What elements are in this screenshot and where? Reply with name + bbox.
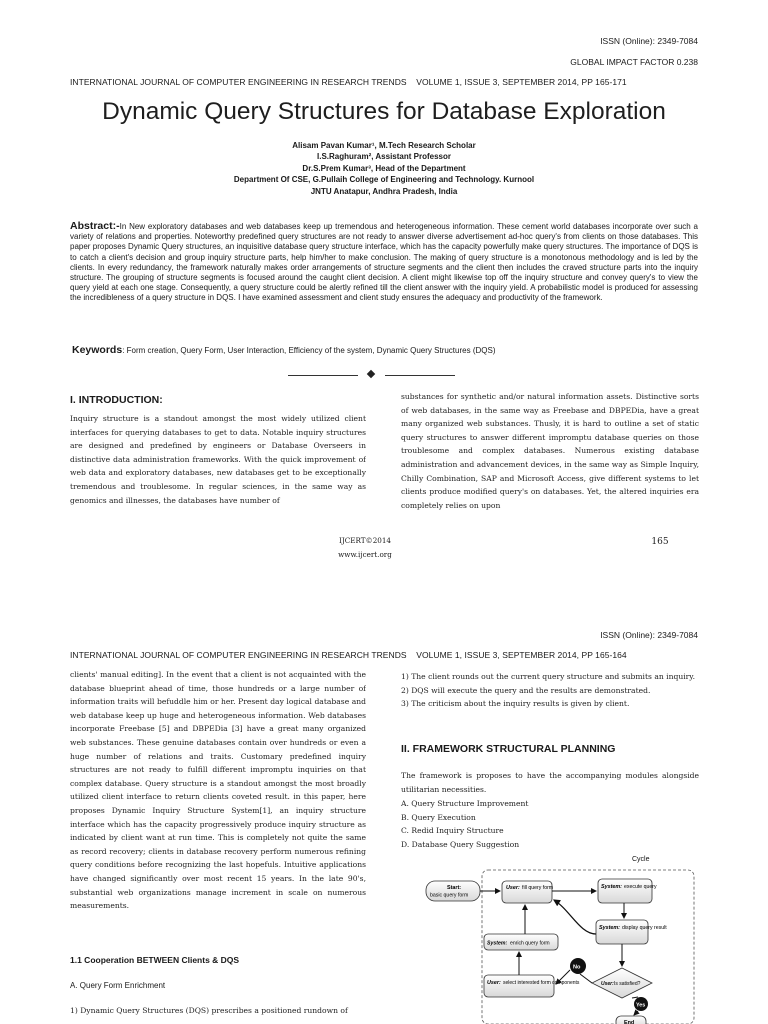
step-1: 1) The client rounds out the current query structure and submits an inquiry. [401, 672, 695, 681]
decision-title: User: [601, 981, 614, 987]
impact-factor-label: GLOBAL IMPACT FACTOR 0.238 [570, 57, 698, 67]
abstract-block [70, 221, 698, 304]
module-a: A. Query Structure Improvement [401, 799, 529, 808]
author-line-1: Alisam Pavan Kumar¹, M.Tech Research Scholar [292, 141, 476, 150]
start-node-title: Start: [447, 885, 462, 891]
intro-left-column [70, 412, 366, 522]
step-3: 3) The criticism about the inquiry results is given by client. [401, 699, 630, 709]
issn-label: ISSN (Online): 2349-7084 [600, 36, 698, 46]
framework-heading: II. FRAMEWORK STRUCTURAL PLANNING [401, 743, 616, 755]
journal-header-page2: INTERNATIONAL JOURNAL OF COMPUTER ENGINEERING IN RESEARCH TRENDS VOLUME 1, ISSUE 3, SEPTEMBER 2014, PP 165-164 [70, 650, 627, 660]
system-execute-text: execute query [624, 884, 657, 890]
end-node-label: End [624, 1020, 635, 1024]
user-select-title: User: [487, 980, 501, 986]
section-divider [288, 369, 456, 381]
author-line-2: I.S.Raghuram², Assistant Professor [317, 152, 451, 162]
paper-title: Dynamic Query Structures for Database Exploration [102, 98, 666, 125]
yes-branch-label: Yes [636, 1002, 646, 1009]
abstract-label: Abstract:- [70, 220, 120, 232]
framework-intro: The framework is proposes to have the accompanying modules alongside utilitarian necessities. [401, 771, 699, 794]
user-fill-text: fill query form [522, 885, 554, 891]
page2-left-column [70, 668, 366, 944]
page2-left-last-line: 1) Dynamic Query Structures (DQS) prescribes a positioned rundown of [70, 1006, 348, 1015]
module-d: D. Database Query Suggestion [401, 839, 520, 849]
system-execute-node [598, 879, 652, 903]
intro-left-text: Inquiry structure is a standout amongst the most widely utilized client interfaces for querying databases to get to data. Notable inquiry structures are designed and predefined by engineers or Database Overseers in distinctive data administration frameworks. With the quick improvement of web data and exploratory databases, new databases get to be exceptionally tremendous and troublesome. In regular sciences, in the same way as genomics and illnesses, the databases have number of [70, 414, 366, 505]
abstract-text: In New exploratory databases and web databases keep up tremendous and heterogeneous information. These cement world databases incorporate over such a variety of relations and properties. Noteworthy predefined query structures are not ready to answer diverse advertisement ad-hoc query's from clients on those databases. This paper proposes Dynamic Query structures, an inquisitive database query structure interface, which has the capacity powerfully make query structures. The importance of DQS is to catch a client's decision and group inquiry structure parts, help him/her to make conclusion. The making of query structure is a monotonous methodology and is led by the clients. In every redundancy, the framework naturally makes order arrangements of structure segments and the client then includes the craved structure parts into the inquiry structure. The grouping of structure segments is focused around the caught client decision. A client might likewise top off the inquiry structure and convey query's to view the query yield at each one stage. Consequently, a query structure could be alertly refined till the client answer with the inquiry yield. A probabilistic model is produced for assessing the incredibleness of a query structure in DQS. I have examined assessment and client study ensures the adequacy and productivity of the framework. [70, 222, 698, 303]
page-number: 165 [651, 537, 669, 547]
arrow-display-to-fill [554, 900, 596, 934]
step-2: 2) DQS will execute the query and the results are demonstrated. [401, 685, 651, 695]
system-display-node [596, 920, 648, 944]
affiliation-line: Department Of CSE, G.Pullaih College of Engineering and Technology. Kurnool [233, 175, 535, 185]
system-enrich-title: System: [487, 940, 508, 947]
start-node-text: basic query form [430, 892, 469, 899]
decision-text: Is satisfied? [614, 981, 641, 987]
interaction-steps-list [401, 670, 699, 711]
journal-header: INTERNATIONAL JOURNAL OF COMPUTER ENGINEERING IN RESEARCH TRENDS VOLUME 1, ISSUE 3, SEPTEMBER 2014, PP 165-171 [70, 77, 627, 87]
system-display-title: System: [599, 925, 620, 931]
subsubsection-heading: A. Query Form Enrichment [70, 981, 166, 990]
keywords-block [72, 344, 495, 356]
system-execute-title: System: [601, 884, 622, 890]
intro-right-column [401, 390, 699, 522]
author-block [0, 140, 768, 197]
issn-label-page2: ISSN (Online): 2349-7084 [600, 630, 698, 640]
module-c: C. Redid Inquiry Structure [401, 826, 504, 836]
footer-copyright: IJCERT©2014 [338, 536, 392, 545]
introduction-heading: I. INTRODUCTION: [70, 394, 163, 406]
system-display-text: display query result [622, 925, 667, 931]
arrow-decision-to-no [580, 974, 592, 983]
cycle-label: Cycle [632, 856, 650, 863]
query-form-flow-diagram [420, 850, 710, 1024]
modules-list [401, 797, 699, 851]
system-enrich-text: enrich query form [510, 940, 550, 947]
footer-url: www.ijcert.org [338, 550, 392, 559]
keywords-text: : Form creation, Query Form, User Interaction, Efficiency of the system, Dynamic Query Structures (DQS) [122, 346, 496, 355]
location-line: JNTU Anatapur, Andhra Pradesh, India [310, 186, 458, 196]
keywords-label: Keywords [72, 344, 123, 356]
arrow-yes-to-end [634, 1011, 638, 1015]
module-b: B. Query Execution [401, 812, 476, 822]
page2-left-text: clients' manual editing]. In the event that a client is not acquainted with the database blueprint ahead of time, those hundreds or a large number of information traits will befuddle him or her. Present day logical database and web database keep up huge and heterogeneous information. Web databases incorporate Freebase [5] and DBPEDia [3] have a great many organized web substances. These genuine databases contain over hundreds or even a huge number of relations and traits. Customary predefined inquiry structures are not ready to fulfill different impromptu inquiries on that complex database. Query structure is a standout amongst the most broadly utilized client interface to return clients coveted result. in this paper, here proposes Dynamic Inquiry Structure System[1], an inquiry structure interface which has the capacity progressively produce inquiry structure as indicated by client want at run time. This is completely not quite the same as record recovery; clients in database recovery perform numerous refining query conditions before recognizing the last hopefuls. Intuitive applications have changed significantly over most recent 15 years. In the late 90's, substantial web organizations manage increment in scale on numerous measurements. [70, 670, 366, 911]
intro-right-text: substances for synthetic and/or natural information assets. Distinctive sorts of web databases, in the same way as Freebase and DBPEDia, have a great many organized web substances. Thusly, it is hard to outline a set of static query structures to answer different impromptu database queries on those troublesome and complex databases. Numerous existing database administration and advancement devices, in the same way as Simple Inquiry, Chilly Combination, SAP and Microsoft Access, give different systems to let clients produce modified query's on databases. Yet, the altered inquiries era completely relies on upon [401, 392, 699, 510]
subsection-heading: 1.1 Cooperation BETWEEN Clients & DQS [70, 955, 240, 965]
no-branch-label: No [573, 964, 581, 971]
user-select-node [484, 975, 554, 997]
user-fill-title: User: [506, 885, 520, 891]
user-select-text: select interested form components [503, 980, 580, 986]
arrow-decision-to-yes [632, 997, 638, 998]
author-line-3: Dr.S.Prem Kumar³, Head of the Department [302, 163, 466, 173]
